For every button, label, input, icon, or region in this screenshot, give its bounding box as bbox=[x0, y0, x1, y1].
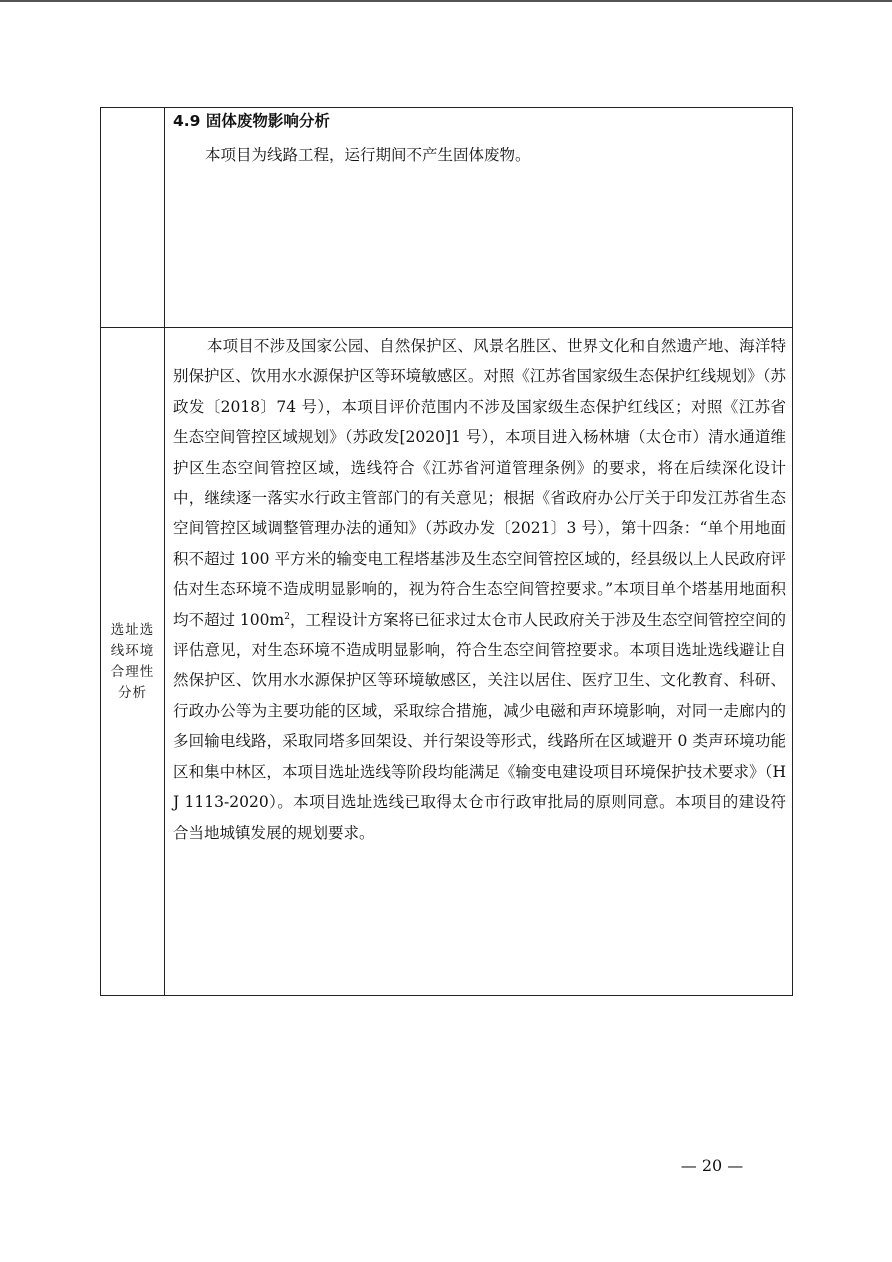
site-selection-paragraph bbox=[165, 328, 792, 848]
paragraph-text-part2: ，工程设计方案将已征求过太仓市人民政府关于涉及生态空间管控空间的评估意见，对生态环境不造成明显影响，符合生态空间管控要求。本项目选址选线避让自然保护区、饮用水水源保护区等环境敏感区，关注以居住、医疗卫生、文化教育、科研、行政办公等为主要功能的区域，采取综合措施，减少电磁和声环境影响，对同一走廊内的多回输电线路，采取同塔多回架设、并行架设等形式，线路所在区域避开 0 类声环境功能区和集中林区，本项目选址选线等阶段均能满足《输变电建设项目环境保护技术要求》（HJ 1113-2020）。本项目选址选线已取得太仓市行政审批局的原则同意。本项目的建设符合当地城镇发展的规划要求。 bbox=[173, 610, 786, 842]
table-row-solid-waste bbox=[101, 108, 793, 328]
page-number: — 20 — bbox=[680, 1156, 744, 1175]
solid-waste-paragraph: 本项目为线路工程，运行期间不产生固体废物。 bbox=[205, 146, 531, 164]
paragraph-text-part1: 本项目不涉及国家公园、自然保护区、风景名胜区、世界文化和自然遗产地、海洋特别保护区、饮用水水源保护区等环境敏感区。对照《江苏省国家级生态保护红线规划》（苏政发〔2018〕74 号），本项目评价范围内不涉及国家级生态保护红线区；对照《江苏省生态空间管控区域规划》（苏政发[2020]1 号），本项目进入杨林塘（太仓市）清水通道维护区生态空间管控区域，选线符合《江苏省河道管理条例》的要求，将在后续深化设计中，继续逐一落实水行政主管部门的有关意见；根据《省政府办公厅关于印发江苏省生态空间管控区域调整管理办法的通知》（苏政办发〔2021〕3 号），第十四条：“单个用地面积不超过 100 平方米的输变电工程塔基涉及生态空间管控区域的，经县级以上人民政府评估对生态环境不造成明显影响的，视为符合生态空间管控要求。”本项目单个塔基用地面积均不超过 100m bbox=[173, 337, 786, 629]
label-cell-site-selection bbox=[101, 328, 165, 996]
area-unit-superscript: 2 bbox=[284, 611, 290, 622]
content-cell-site-selection bbox=[165, 328, 793, 996]
analysis-table bbox=[100, 107, 793, 996]
section-heading: 4.9 固体废物影响分析 bbox=[173, 112, 330, 130]
content-cell-solid-waste bbox=[165, 108, 793, 328]
label-cell-empty bbox=[101, 108, 165, 328]
row-label: 选址选线环境合理性分析 bbox=[110, 621, 155, 701]
table-row-site-selection bbox=[101, 328, 793, 996]
top-border-line bbox=[0, 0, 892, 2]
